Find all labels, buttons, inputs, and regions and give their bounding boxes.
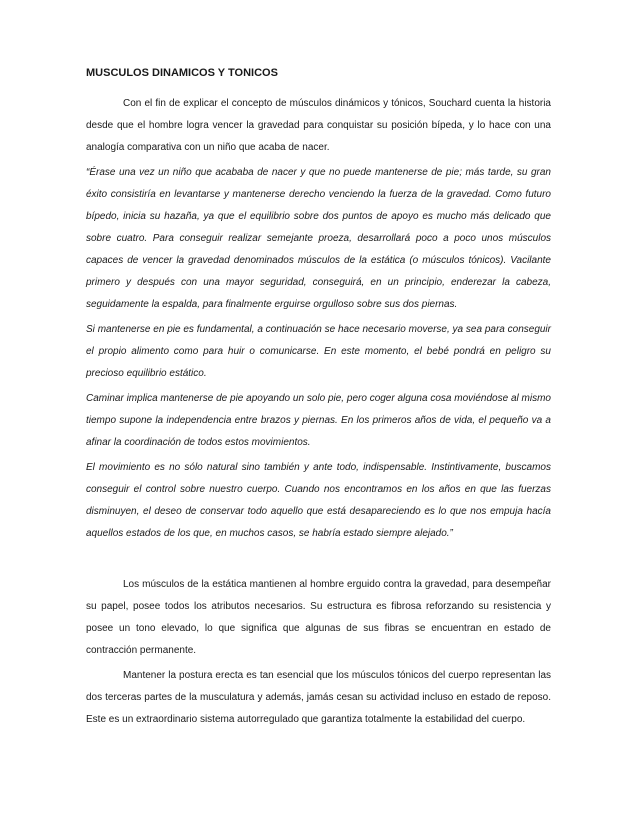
body-paragraph-1: Los músculos de la estática mantienen al hombre erguido contra la gravedad, para desempeñar su papel, posee todos los atributos necesarios. Su estructura es fibrosa reforzando su resistencia y posee un tono elevado, lo que significa que algunas de sus fibras se encuentran en estado de contracción permanente. <box>86 579 551 656</box>
quote-paragraph-1: “Érase una vez un niño que acababa de nacer y que no puede mantenerse de pie; más tarde, su gran éxito consistiría en levantarse y mantenerse derecho venciendo la fuerza de la gravedad. Como futuro bípedo, inicia su hazaña, ya que el equilibrio sobre dos puntos de apoyo es mucho más delicado que sobre cuatro. Para conseguir realizar semejante proeza, desarrollará poco a poco unos músculos capaces de vencer la gravedad denominados músculos de la estática (o músculos tónicos). Vacilante primero y después con una mayor seguridad, conseguirá, en un principio, enderezar la cabeza, seguidamente la espalda, para finalmente erguirse orgulloso sobre sus dos piernas. <box>86 167 551 310</box>
body-paragraph-2: Mantener la postura erecta es tan esencial que los músculos tónicos del cuerpo representan las dos terceras partes de la musculatura y además, jamás cesan su actividad incluso en estado de reposo. Este es un extraordinario sistema autorregulado que garantiza totalmente la estabilidad del cuerpo. <box>86 670 551 725</box>
quote-paragraph-4: El movimiento es no sólo natural sino también y ante todo, indispensable. Instintivamente, buscamos conseguir el control sobre nuestro cuerpo. Cuando nos encontramos en los años en que las fuerzas disminuyen, el deseo de conservar todo aquello que está desapareciendo es lo que nos empuja hacía aquellos estados de los que, en muchos casos, se habría estado siempre alejado.” <box>86 462 551 539</box>
document-page <box>86 64 551 734</box>
intro-paragraph: Con el fin de explicar el concepto de músculos dinámicos y tónicos, Souchard cuenta la historia desde que el hombre logra vencer la gravedad para conquistar su posición bípeda, y lo hace con una analogía comparativa con un niño que acaba de nacer. <box>86 98 551 153</box>
document-title: MUSCULOS DINAMICOS Y TONICOS <box>86 67 278 79</box>
quote-paragraph-2: Si mantenerse en pie es fundamental, a continuación se hace necesario moverse, ya sea para conseguir el propio alimento como para huir o comunicarse. En este momento, el bebé pondrá en peligro su precioso equilibrio estático. <box>86 324 551 379</box>
quote-paragraph-3: Caminar implica mantenerse de pie apoyando un solo pie, pero coger alguna cosa moviéndose al mismo tiempo supone la independencia entre brazos y piernas. En los primeros años de vida, el pequeño va a afinar la coordinación de todos estos movimientos. <box>86 393 551 448</box>
section-spacer <box>86 548 551 574</box>
